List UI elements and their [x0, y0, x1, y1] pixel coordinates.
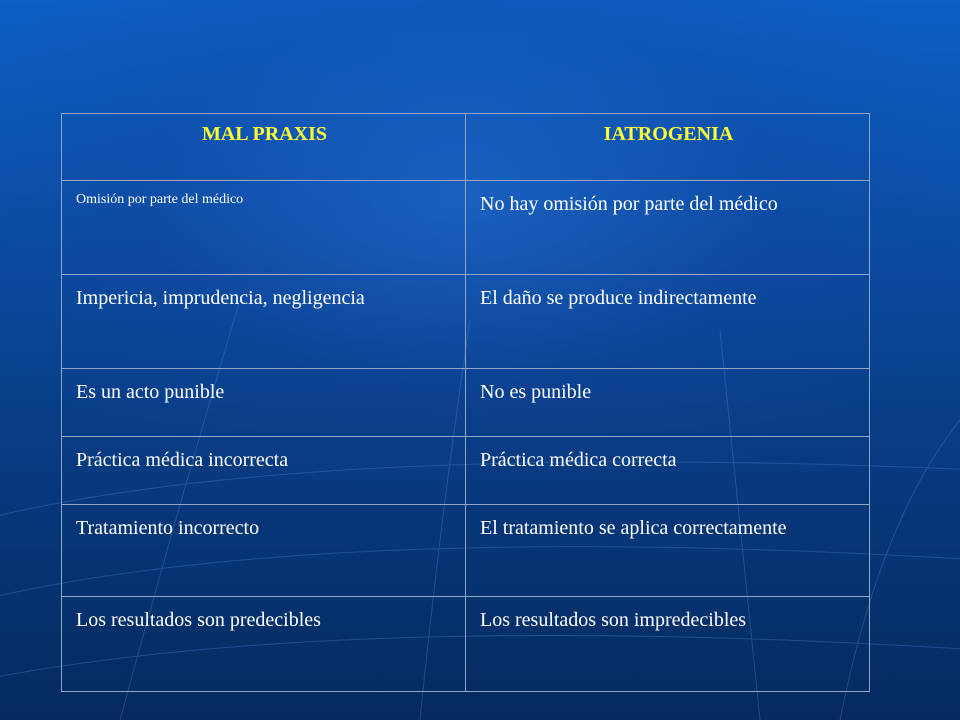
header-iatrogenia: IATROGENIA	[466, 114, 870, 181]
table-cell	[466, 597, 870, 692]
table-row	[62, 597, 870, 692]
cell-text: Impericia, imprudencia, negligencia	[76, 287, 365, 309]
table-cell	[466, 275, 870, 369]
table-cell	[466, 181, 870, 275]
table-row	[62, 275, 870, 369]
cell-text: Omisión por parte del médico	[76, 192, 244, 207]
cell-text: Práctica médica correcta	[480, 449, 677, 471]
table-cell	[62, 437, 466, 505]
table-cell	[62, 597, 466, 692]
cell-text: No hay omisión por parte del médico	[480, 193, 778, 215]
table-row	[62, 181, 870, 275]
cell-text: Tratamiento incorrecto	[76, 517, 260, 539]
cell-text: No es punible	[480, 381, 592, 403]
cell-text: Es un acto punible	[76, 381, 225, 403]
table-cell	[62, 369, 466, 437]
cell-text: El daño se produce indirectamente	[480, 287, 757, 309]
table-cell	[62, 505, 466, 597]
table-row	[62, 369, 870, 437]
cell-text: Los resultados son predecibles	[76, 609, 321, 631]
table-cell	[466, 437, 870, 505]
table-header-row	[62, 114, 870, 181]
cell-text: Los resultados son impredecibles	[480, 609, 747, 631]
table-cell	[62, 275, 466, 369]
comparison-table	[61, 113, 870, 692]
table-cell	[466, 369, 870, 437]
header-mal-praxis: MAL PRAXIS	[62, 114, 466, 181]
table-row	[62, 505, 870, 597]
table-row	[62, 437, 870, 505]
table-cell	[62, 181, 466, 275]
table-cell	[466, 505, 870, 597]
cell-text: El tratamiento se aplica correctamente	[480, 517, 787, 539]
cell-text: Práctica médica incorrecta	[76, 449, 289, 471]
